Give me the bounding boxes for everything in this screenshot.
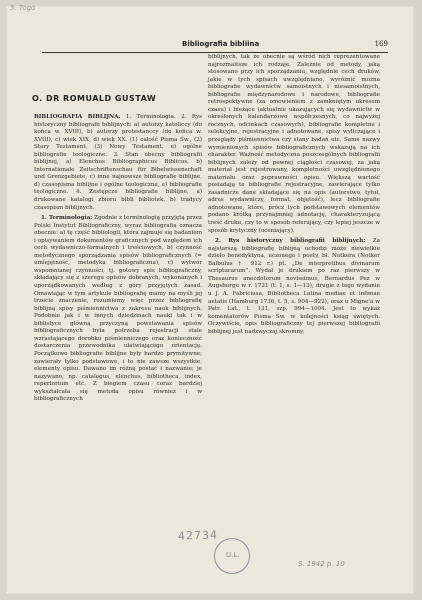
summary-text: 1. Terminologia. 2. Rys historyczny bibliografii biblijnych: a) autorzy katoliccy (do końca w. XVIII), b) autorzy protestanccy (do końca w. XVIII), c) wiek XIX, d) wiek XX. (1) całość Pisma Św., (2) Stary Testament, (3) Nowy Testament, e) ogólne bibliografie teologiczne. 3. Stan obecny bibliografii biblijnej, a) Elenchus Bibliographicus Biblicus, b) Internationale Zeitschriftenschau für Bibelwissenschaft und Grenzgebiete, c) inne najnowsze bibliografie biblijne, d) czasopisma biblijne i ogólne teologiczne, e) bibliografie teologiczne. 4. Zestępcze bibliografie biblijne, a) drukowane katalogi zbioru bibli bibliotek, b) tradycy czasopism biblijnych. [34, 114, 202, 211]
summary-lead: BIBLIOGRAFIA BIBLIJNA. [34, 114, 121, 120]
paragraph-continued [208, 54, 380, 235]
paragraph-history [208, 238, 380, 336]
running-header-title: Bibliografia bibliina [182, 40, 260, 48]
terminology-lead: 1. Terminologia: [41, 215, 93, 222]
left-text-column [34, 114, 202, 407]
paragraph-terminology [34, 215, 202, 404]
pencil-shelf-note: S. 1942 p. 10 [298, 560, 345, 568]
right-text-column [208, 54, 380, 339]
inventory-number-stamp: 42734 [177, 528, 219, 543]
history-lead: 2. Rys historyczny bibliografii biblijnych: [215, 238, 366, 245]
library-stamp-text: U.L. [226, 551, 240, 559]
page-number: 169 [374, 40, 388, 48]
history-text: Za najstarszą bibliografię biblijną uchodzi może niewielkie dzieło benedyktyna, uczonego i poety, bł. Notkera (Notker Balbulus † 912 r.) pt. „De interpretibus divinarum scripturarum”. Wydał je drukiem po raz pierwszy w Thesaurus anecdotorum novissimus, Bernardus Pez w Augsburgu w r. 1721 (t. 1, s. 1—13), drugie z tego wydanie u J. A. Fabriciusa, Bibliotheca Latina mediae et infimae aetatis (Hamburg 1736, t. 5, s. 904—922), oraz u Migne'a w Patr. Lat., t. 131, szp. 994—1004. Jest to wykaz komentatorów Pisma Św. w kolejności ksiąg świętych. Oczywiście, opis bibliograficzny tej pierwszej bibliografii biblijnej jest nadzwyczaj skromny, [208, 238, 381, 335]
pencil-annotation: 5. Togo [10, 4, 36, 12]
running-header [42, 40, 388, 53]
terminology-text: Zgodnie z terminologią przyjętą przez Polski Instytut Bibliograficzny, wyraz bibliografia oznacza obecnie: a) tę część bibliologii, która zajmuje się badaniem i opisywaniem dokumentów graficznych pod względem ich cech wydawniczo-formalnych i treściowych, b) czynność metodycznego sporządzania spisów bibliograficznych (= umiejętność, metodyka bibliograficzna), c) wytwór wspomnianej czynności, tj. gotowy spis bibliograficzny, składający się z szeregu opisów dobranych, wykonanych i uporządkowanych według z góry przyjętych zasad. Omawiając w tym artykule bibliografię mamy na myśli jej trzecie znaczenie, rozumiemy więc przez bibliografię biblijną spisy piśmiennictwa z zakresu nauk biblijnych. Podobnie jak i w innych dziedzinach nauki tak i w biblistyce główną przyczyną powstawania spisów bibliograficznych była potrzeba rejestracji stale wzrastającego dorobku piśmienniczego oraz konieczność dostarczenia przewodnika ułatwiającego orientację. Początkowo bibliografie biblijne były bardzo prymitywne; zawierały tylko podstawowe, i to nie zawsze wszystkie, elementy opisu. Dawano im różną postać i nazwanie; je nazywano, np. catalogus, elenchus, bibliotheca, index, repertorium etc. Z biegiem czasu coraz bardziej wykształcała się metoda opisu również i w bibliograficznych [34, 215, 202, 403]
article-author: O. DR ROMUALD GUSTAW [32, 94, 157, 103]
paragraph-summary [34, 114, 202, 212]
continued-text: biblijnych, tak że obecnie są wśród nich reprezentowane najrozmaitsze ich rodzaje. Zależnie od metody, jaką stosowano przy ich sporządzaniu, względnie cech druków, jakie w tych spisach uwzględniano, wyróżnić można bibliografie wydawnictw samoistnych i niesamoistnych, bibliografie międzynarodowe i narodowe, bibliografie retrospektywne (za omowieniem z zamkniętym okresem czasu) i bieżące (aktualnie ukazujących się wydawnictw w określonych kalendarzowo współczesnych, co najwyżej rocznych, odcinkach czasowych), bibliografie kompletne i selekcyjne, rejestracyjne i adnotowane, spisy wyliczające i przeglądy piśmiennictwa czy stany badań etc. Same nazwy wymienionych spisów bibliograficznych wskazują na ich charakter. Ważność metodyczna poszczególnych bibliografii biblijnych zależy od pewnej ciągłości czasowej, za jaką materiał jest rejestrowany, kompletności uwzględnionego materiału oraz poprawności opisu. Większą wartość posiadają te bibliografie rejestracyjne, zawierające tylko zasadnicze dane składające się na opis (autorstwo, tytuł, adres wydawniczy, format, objętość), lecz bibliografie adnotowane, które, prócz tych podstawowych elementów podano krótką przynajmniej adnotację, charakteryzującą treść druku, czy to w sposób referujący, czy lepiej jeszcze w sposób krytyczny (oceniający). [208, 54, 380, 234]
